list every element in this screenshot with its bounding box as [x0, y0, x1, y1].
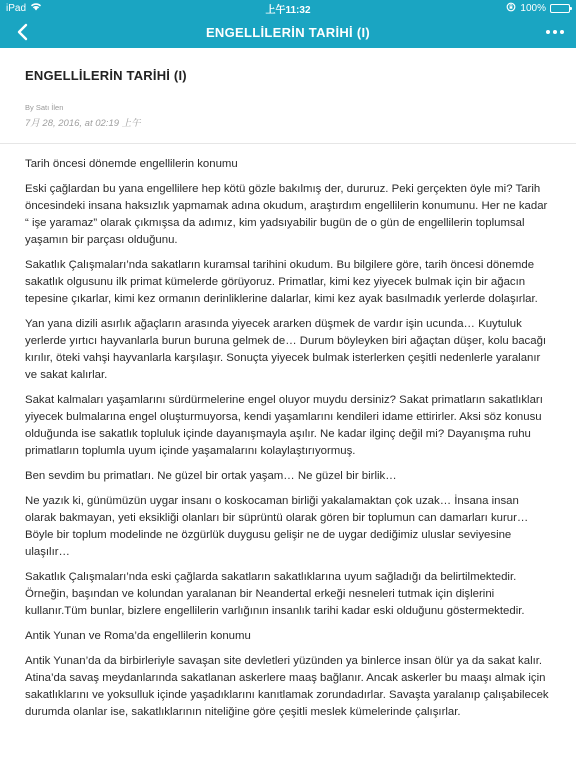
nav-title: ENGELLİLERİN TARİHİ (I) [205, 24, 371, 40]
article-date: 7月 28, 2016, at 02:19 上午 [25, 118, 141, 129]
rotation-lock-icon [506, 2, 516, 15]
more-dots-icon [553, 30, 557, 34]
paragraph: Sakatlık Çalışmaları’nda eski çağlarda sakatların sakatlıklarına uyum sağladığı da belirtilmektedir. Örneğin, başından ve kolundan yaralanan bir Neandertal erkeği nesneleri tutmak için dişlerini kullanır.Tüm bunlar, bizlere engellilerin varlığının insanlık tarihi kadar eski olduğunu göstermektedir. [25, 571, 525, 617]
article-title: ENGELLİLERİN TARİHİ (I) [25, 68, 187, 83]
navigation-bar [0, 16, 576, 48]
status-right [506, 2, 570, 15]
more-dots-icon [546, 30, 550, 34]
article-body [25, 156, 551, 721]
status-left [6, 2, 42, 14]
wifi-icon [30, 2, 42, 14]
paragraph: Antik Yunan’da da birbirleriyle savaşan site devletleri yüzünden ya binlerce insan ölür ya da sakat kalır. Atina’da savaş meydanlarında sakatlanan askerlere maaş bağlanır. Ancak askerler bu maaşı almak için sakatlıklarını ve yoksulluk içinde yaşadıklarını kanıtlamak zorundadırlar. Savaşta yaralanıp çalışabilecek durumda olanlar ise, sakatlıklarının niteliğine göre çeşitli meslek kümelerinde çalışırlar. [25, 655, 549, 718]
paragraph: Ne yazık ki, günümüzün uygar insanı o koskocaman birliği yakalamaktan çok uzak… İnsana insan olarak bakmayan, yeti eksikliği olanları bir süprüntü olarak gören bir toplumun can damarları kurur… Böyle bir toplum modelinde ne özgürlük duygusu gelişir ne de uygar dediğimiz uluslar seviyesine ulaşılır… [25, 495, 529, 558]
divider [0, 143, 576, 144]
byline [25, 103, 551, 112]
battery-icon [550, 4, 570, 13]
paragraph: Tarih öncesi dönemde engellilerin konumu [25, 158, 238, 170]
paragraph: Eski çağlardan bu yana engellilere hep kötü gözle bakılmış der, dururuz. Peki gerçekten öyle mi? Tarih öncesindeki insana haksızlık yapmamak adına okudum, araştırdım engellilerin konumunu. Her ne kadar “ işe yaramaz” olarak çıkmışsa da adımız, kim yadsıyabilir bugün de o gün de engellilerin toplumsal yaşamın bir parçası olduğunu. [25, 183, 548, 246]
byline-prefix: By [25, 103, 34, 112]
more-options-button[interactable] [546, 20, 564, 44]
chevron-left-icon [15, 23, 29, 41]
more-dots-icon [560, 30, 564, 34]
paragraph: Sakat kalmaları yaşamlarını sürdürmelerine engel oluyor muydu dersiniz? Sakat primatların sakatlıkları yiyecek bulmalarına engel oluşturmuyorsa, kendi yaşamlarını kendileri idame ettirirler. Aksi söz konusu olduğunda ise sakatlık topluluk içinde dayanışmayla aşılır. Ne kadar ilginç değil mi? Dayanışma ruhu primatların toplumla uyum içinde yaşamalarını kolaylaştırıyormuş. [25, 394, 543, 457]
status-bar [0, 0, 576, 16]
paragraph: Ben sevdim bu primatları. Ne güzel bir ortak yaşam… Ne güzel bir birlik… [25, 470, 397, 482]
status-time: 上午11:32 [265, 4, 311, 16]
author-name: Satı İlen [35, 103, 64, 112]
back-button[interactable] [10, 20, 34, 44]
battery-percent: 100% [520, 2, 546, 14]
paragraph: Sakatlık Çalışmaları’nda sakatların kuramsal tarihini okudum. Bu bilgilere göre, tarih öncesi dönemde sakatlık olgusunu ilk primat kümelerde görüyoruz. Primatlar, kimi kez yiyecek bulmak için bir ağacın tepesine çıkarlar, kimi kez ormanın derinliklerine dalarlar, kimi kez ayak basılmadık yerlerde dolaşırlar. [25, 259, 538, 305]
paragraph: Antik Yunan ve Roma’da engellilerin konumu [25, 630, 251, 642]
device-label: iPad [6, 2, 27, 14]
paragraph: Yan yana dizili asırlık ağaçların arasında yiyecek ararken düşmek de vardır işin ucunda… Kuytuluk yerlerde yırtıcı hayvanlarla burun buruna gelmek de… Durum böyleyken biri ağaçtan düşer, kolu bacağı kırılır, öteki vahşi hayvanlarla karşılaşır. Sonuçta yiyecek bulmak isterlerken çeşitli nedenlerle yaralanır ve sakat kalırlar. [25, 318, 547, 381]
article-content[interactable] [0, 48, 576, 768]
